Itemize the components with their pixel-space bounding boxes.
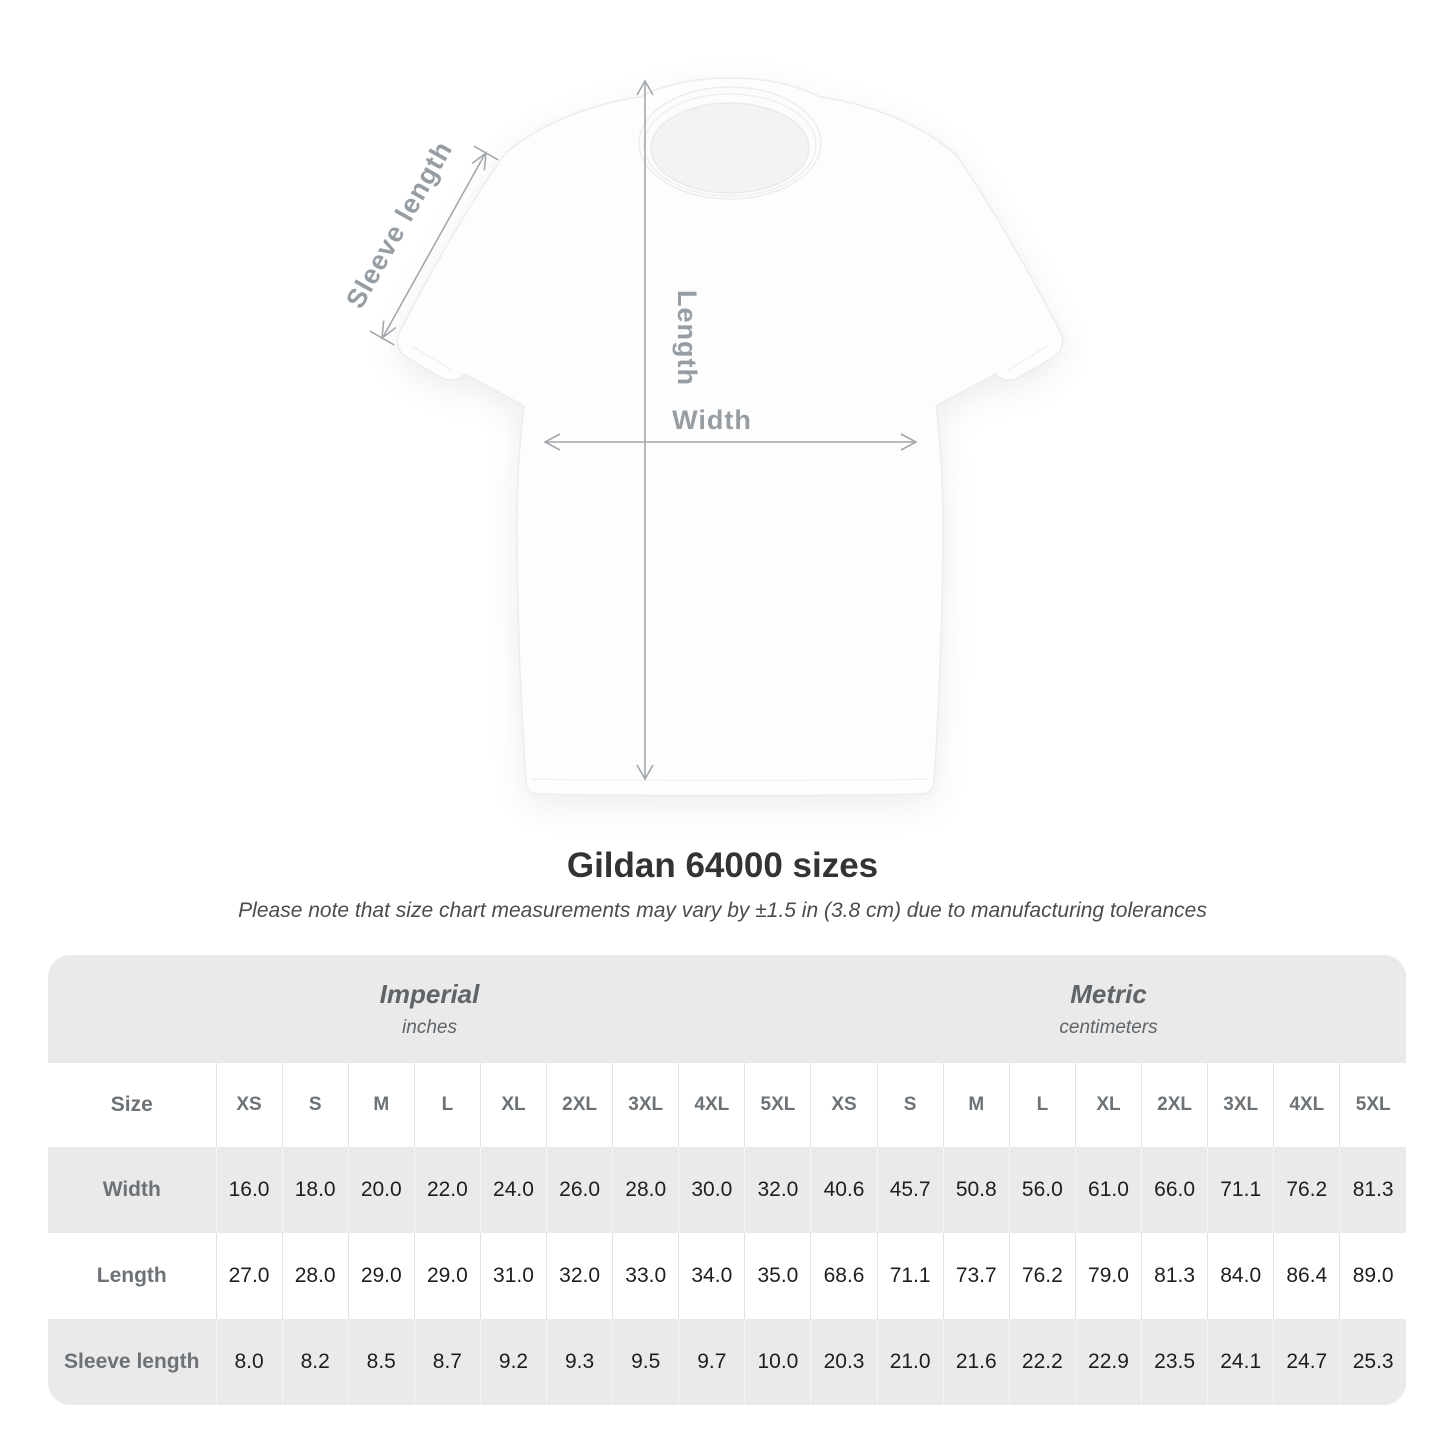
table-cell: 18.0 xyxy=(282,1147,348,1233)
size-header-row xyxy=(48,1063,1406,1147)
table-cell: 20.0 xyxy=(348,1147,414,1233)
size-col-header: 3XL xyxy=(1208,1063,1274,1147)
table-cell: 45.7 xyxy=(877,1147,943,1233)
table-cell: 28.0 xyxy=(282,1233,348,1319)
metric-header-unit: centimeters xyxy=(1059,1017,1158,1038)
table-cell: 24.7 xyxy=(1274,1319,1340,1405)
size-col-header: 4XL xyxy=(1274,1063,1340,1147)
table-cell: 20.3 xyxy=(811,1319,877,1405)
table-cell: 24.1 xyxy=(1208,1319,1274,1405)
table-cell: 71.1 xyxy=(877,1233,943,1319)
size-col-header: XL xyxy=(480,1063,546,1147)
table-cell: 66.0 xyxy=(1142,1147,1208,1233)
metric-header xyxy=(811,955,1406,1063)
size-row-label: Size xyxy=(48,1063,216,1147)
row-label: Sleeve length xyxy=(48,1319,216,1405)
table-cell: 9.5 xyxy=(613,1319,679,1405)
table-cell: 56.0 xyxy=(1009,1147,1075,1233)
table-cell: 24.0 xyxy=(480,1147,546,1233)
tshirt-shape xyxy=(397,78,1062,796)
table-cell: 21.6 xyxy=(943,1319,1009,1405)
length-label: Length xyxy=(672,290,702,386)
size-col-header: S xyxy=(877,1063,943,1147)
size-col-header: 5XL xyxy=(1340,1063,1406,1147)
table-cell: 34.0 xyxy=(679,1233,745,1319)
table-cell: 86.4 xyxy=(1274,1233,1340,1319)
table-cell: 76.2 xyxy=(1274,1147,1340,1233)
table-cell: 71.1 xyxy=(1208,1147,1274,1233)
width-label: Width xyxy=(672,405,752,435)
table-cell: 79.0 xyxy=(1075,1233,1141,1319)
size-col-header: S xyxy=(282,1063,348,1147)
imperial-header-unit: inches xyxy=(402,1017,457,1038)
size-col-header: XS xyxy=(811,1063,877,1147)
size-col-header: 4XL xyxy=(679,1063,745,1147)
table-cell: 25.3 xyxy=(1340,1319,1406,1405)
length-row xyxy=(48,1233,1406,1319)
table-cell: 32.0 xyxy=(745,1147,811,1233)
table-cell: 10.0 xyxy=(745,1319,811,1405)
table-cell: 26.0 xyxy=(547,1147,613,1233)
table-cell: 9.7 xyxy=(679,1319,745,1405)
width-row xyxy=(48,1147,1406,1233)
table-cell: 8.5 xyxy=(348,1319,414,1405)
table-cell: 27.0 xyxy=(216,1233,282,1319)
size-col-header: XL xyxy=(1075,1063,1141,1147)
table-cell: 8.0 xyxy=(216,1319,282,1405)
table-cell: 81.3 xyxy=(1340,1147,1406,1233)
table-cell: 22.9 xyxy=(1075,1319,1141,1405)
size-col-header: M xyxy=(943,1063,1009,1147)
table-cell: 61.0 xyxy=(1075,1147,1141,1233)
size-col-header: 5XL xyxy=(745,1063,811,1147)
table-cell: 22.0 xyxy=(414,1147,480,1233)
unit-header-band xyxy=(48,955,1406,1063)
table-cell: 16.0 xyxy=(216,1147,282,1233)
size-col-header: 2XL xyxy=(547,1063,613,1147)
table-cell: 9.2 xyxy=(480,1319,546,1405)
table-cell: 40.6 xyxy=(811,1147,877,1233)
tolerance-note: Please note that size chart measurements may vary by ±1.5 in (3.8 cm) due to manufacturing tolerances xyxy=(238,899,1207,922)
size-col-header: 2XL xyxy=(1142,1063,1208,1147)
table-cell: 8.2 xyxy=(282,1319,348,1405)
table-cell: 30.0 xyxy=(679,1147,745,1233)
size-col-header: M xyxy=(348,1063,414,1147)
imperial-header-label: Imperial xyxy=(379,979,480,1009)
imperial-header xyxy=(48,955,811,1063)
size-col-header: L xyxy=(414,1063,480,1147)
table-cell: 28.0 xyxy=(613,1147,679,1233)
table-cell: 84.0 xyxy=(1208,1233,1274,1319)
size-col-header: L xyxy=(1009,1063,1075,1147)
size-chart-table xyxy=(48,955,1406,1405)
size-col-header: 3XL xyxy=(613,1063,679,1147)
size-col-header: XS xyxy=(216,1063,282,1147)
page-title: Gildan 64000 sizes xyxy=(566,846,879,885)
table-cell: 35.0 xyxy=(745,1233,811,1319)
table-cell: 23.5 xyxy=(1142,1319,1208,1405)
measurements-grid xyxy=(48,1063,1406,1405)
table-cell: 50.8 xyxy=(943,1147,1009,1233)
table-cell: 21.0 xyxy=(877,1319,943,1405)
table-cell: 8.7 xyxy=(414,1319,480,1405)
collar-opening xyxy=(651,103,809,193)
sleeve-length-row xyxy=(48,1319,1406,1405)
table-cell: 32.0 xyxy=(547,1233,613,1319)
table-cell: 29.0 xyxy=(414,1233,480,1319)
table-cell: 22.2 xyxy=(1009,1319,1075,1405)
sleeve-length-label: Sleeve length xyxy=(340,135,459,314)
table-cell: 9.3 xyxy=(547,1319,613,1405)
table-cell: 89.0 xyxy=(1340,1233,1406,1319)
table-cell: 73.7 xyxy=(943,1233,1009,1319)
row-label: Length xyxy=(48,1233,216,1319)
metric-header-label: Metric xyxy=(1070,979,1147,1009)
table-cell: 76.2 xyxy=(1009,1233,1075,1319)
table-cell: 33.0 xyxy=(613,1233,679,1319)
table-cell: 31.0 xyxy=(480,1233,546,1319)
table-cell: 68.6 xyxy=(811,1233,877,1319)
table-cell: 29.0 xyxy=(348,1233,414,1319)
table-cell: 81.3 xyxy=(1142,1233,1208,1319)
row-label: Width xyxy=(48,1147,216,1233)
